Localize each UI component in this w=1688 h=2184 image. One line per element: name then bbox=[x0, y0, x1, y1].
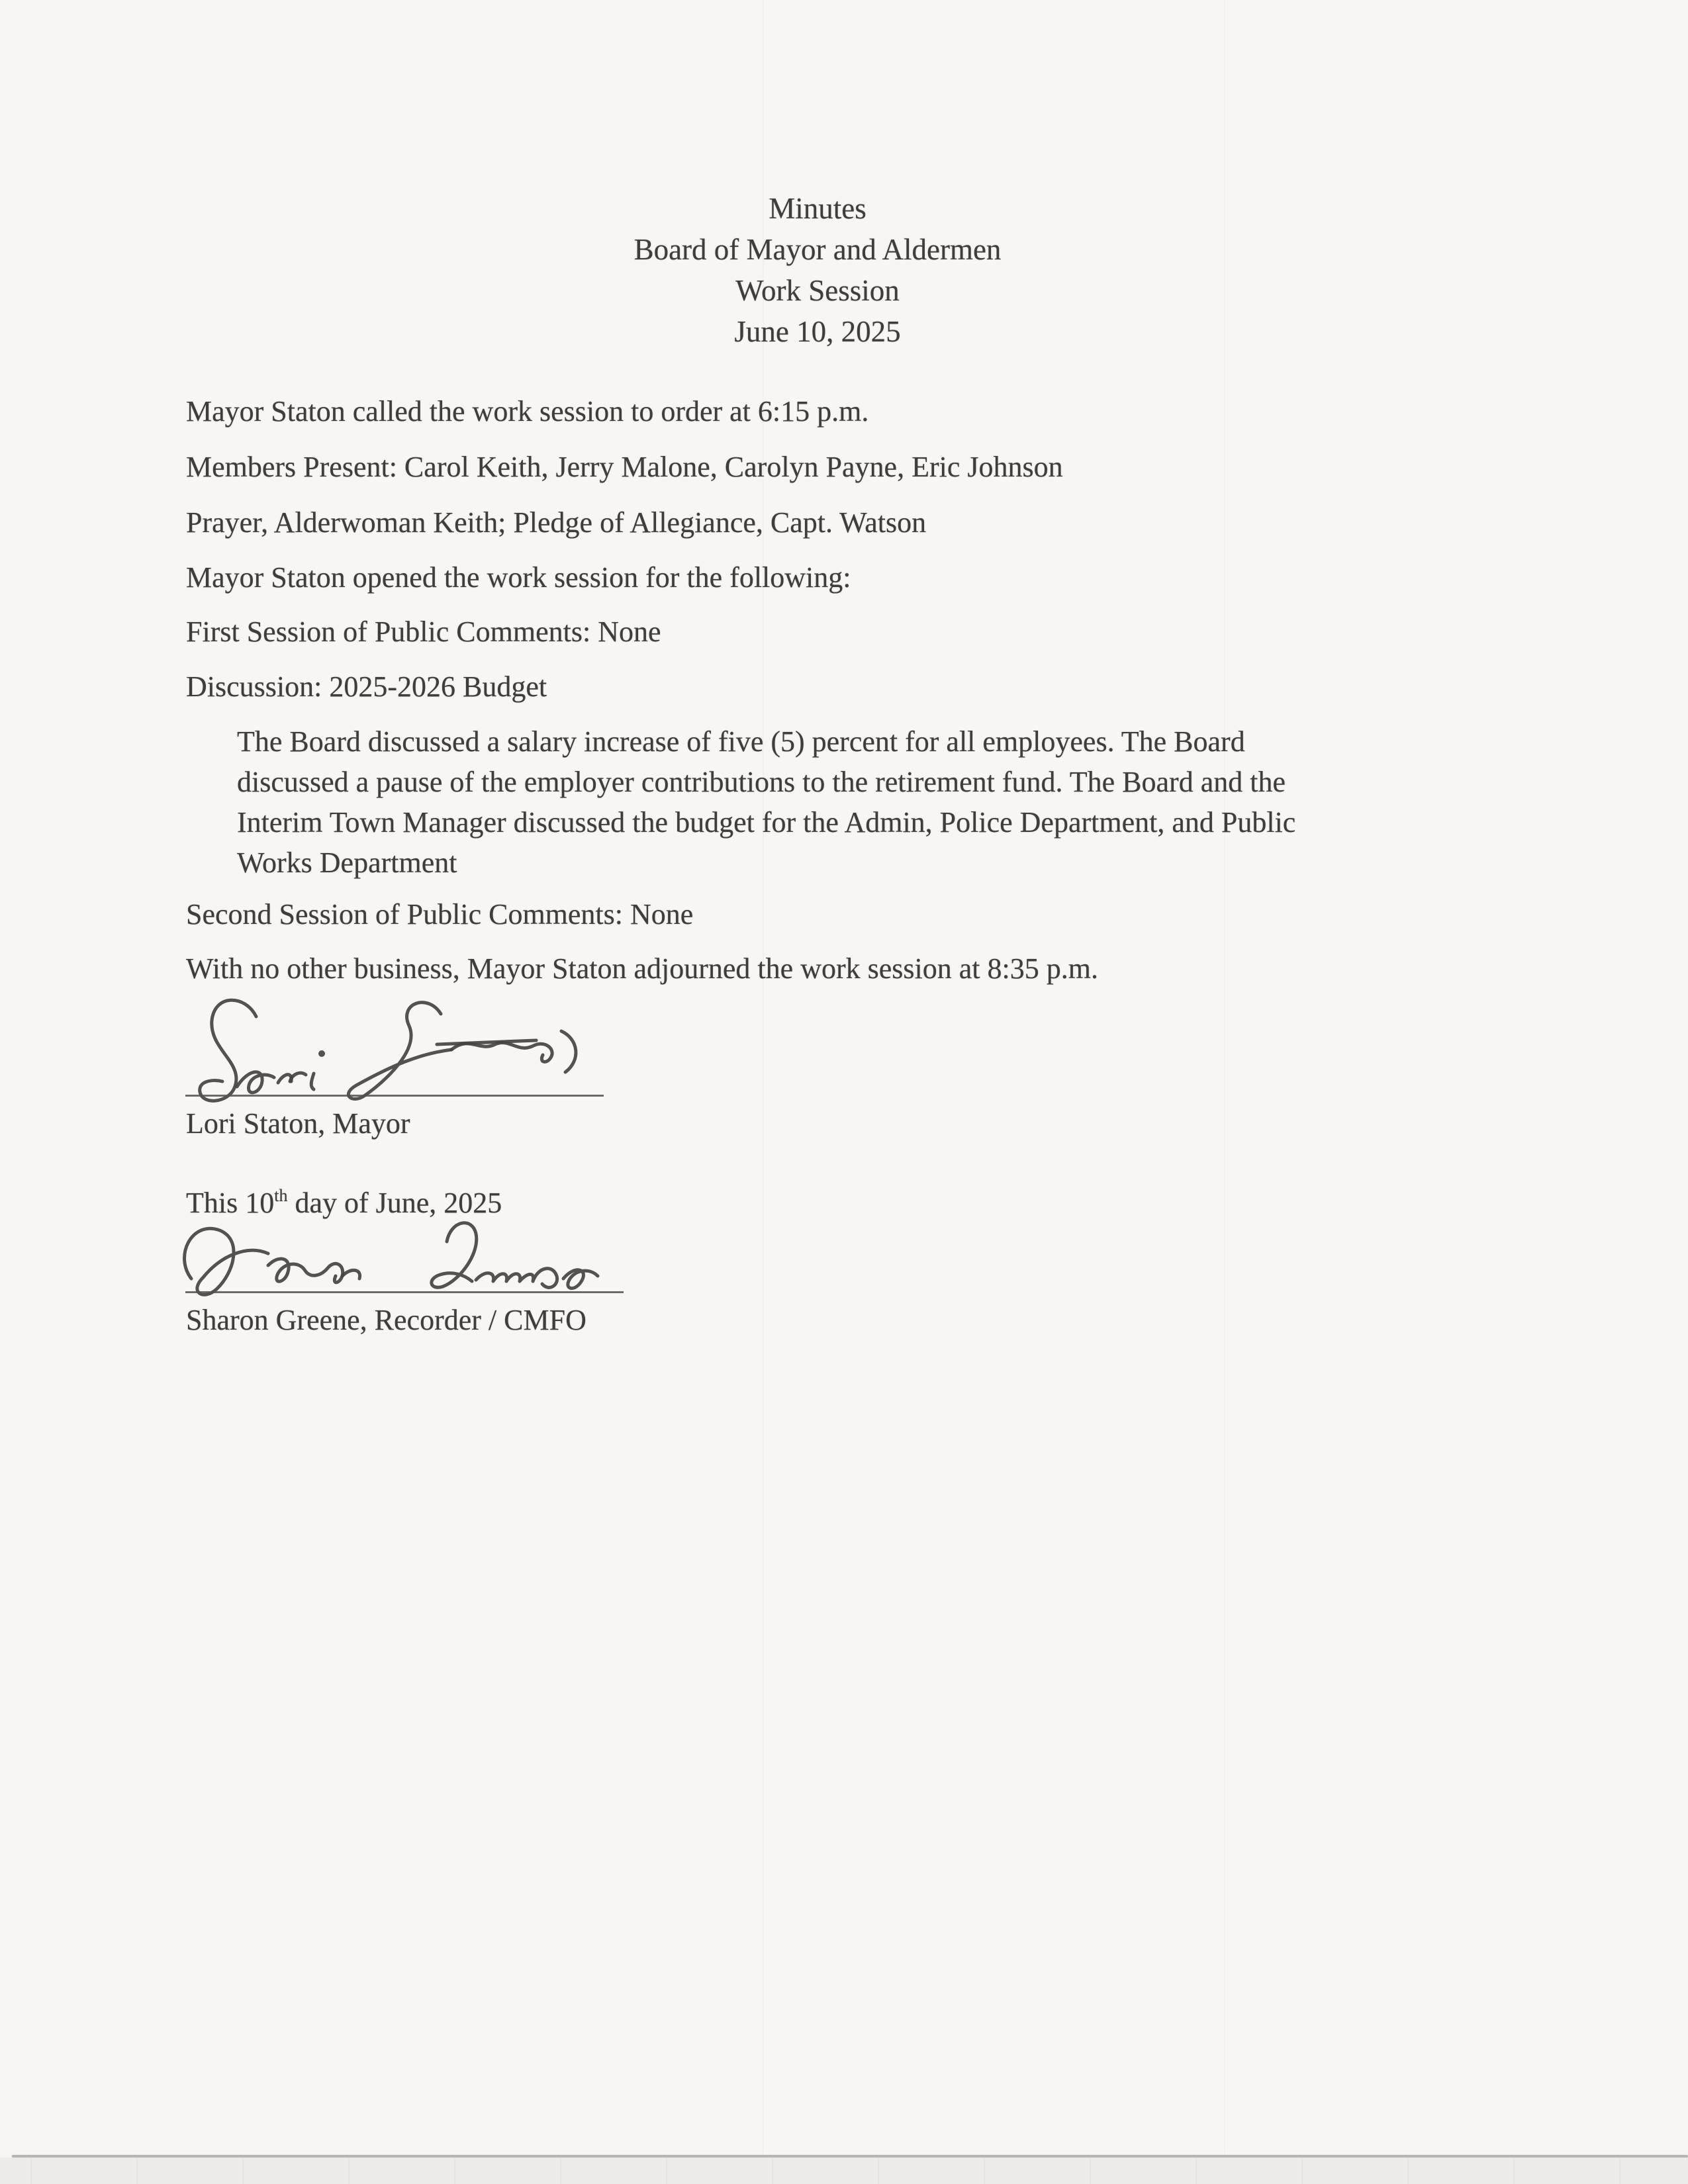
paragraph-adjournment: With no other business, Mayor Staton adjourned the work session at 8:35 p.m. bbox=[186, 952, 1098, 985]
mayor-signature-svg bbox=[173, 989, 624, 1111]
paragraph-opened-session: Mayor Staton opened the work session for the following: bbox=[186, 561, 851, 594]
paragraph-second-comments: Second Session of Public Comments: None bbox=[186, 898, 694, 931]
paragraph-discussion-heading: Discussion: 2025-2026 Budget bbox=[186, 670, 547, 703]
paragraph-prayer-pledge: Prayer, Alderwoman Keith; Pledge of Allegiance, Capt. Watson bbox=[186, 506, 927, 539]
attest-date-ordinal: th bbox=[274, 1186, 288, 1205]
paragraph-call-to-order: Mayor Staton called the work session to order at 6:15 p.m. bbox=[186, 395, 869, 428]
attest-date-prefix: This 10 bbox=[186, 1187, 275, 1219]
recorder-signature-line bbox=[185, 1291, 624, 1293]
title-board: Board of Mayor and Aldermen bbox=[633, 233, 1002, 266]
discussion-line: discussed a pause of the employer contributions to the retirement fund. The Board and the bbox=[237, 766, 1286, 798]
recorder-signature-svg bbox=[169, 1215, 645, 1308]
paragraph-first-comments: First Session of Public Comments: None bbox=[186, 615, 661, 648]
attest-date-suffix: day of June, 2025 bbox=[287, 1187, 502, 1219]
mayor-signature-script bbox=[173, 989, 624, 1111]
recorder-signature-script bbox=[169, 1215, 645, 1308]
title-minutes: Minutes bbox=[769, 192, 867, 225]
paragraph-discussion-body bbox=[237, 721, 1295, 883]
paragraph-members-present: Members Present: Carol Keith, Jerry Malone, Carolyn Payne, Eric Johnson bbox=[186, 451, 1063, 483]
discussion-line: Works Department bbox=[237, 846, 457, 879]
mayor-signature-label: Lori Staton, Mayor bbox=[186, 1107, 410, 1140]
discussion-line: Interim Town Manager discussed the budget for the Admin, Police Department, and Public bbox=[237, 806, 1296, 839]
scanner-bed-strip bbox=[0, 2158, 1688, 2184]
mayor-signature-line bbox=[185, 1095, 604, 1097]
discussion-line: The Board discussed a salary increase of five (5) percent for all employees. The Board bbox=[237, 725, 1245, 758]
document-header bbox=[0, 188, 1635, 352]
title-date: June 10, 2025 bbox=[734, 315, 901, 348]
title-work-session: Work Session bbox=[735, 274, 900, 307]
recorder-signature-label: Sharon Greene, Recorder / CMFO bbox=[186, 1304, 586, 1336]
